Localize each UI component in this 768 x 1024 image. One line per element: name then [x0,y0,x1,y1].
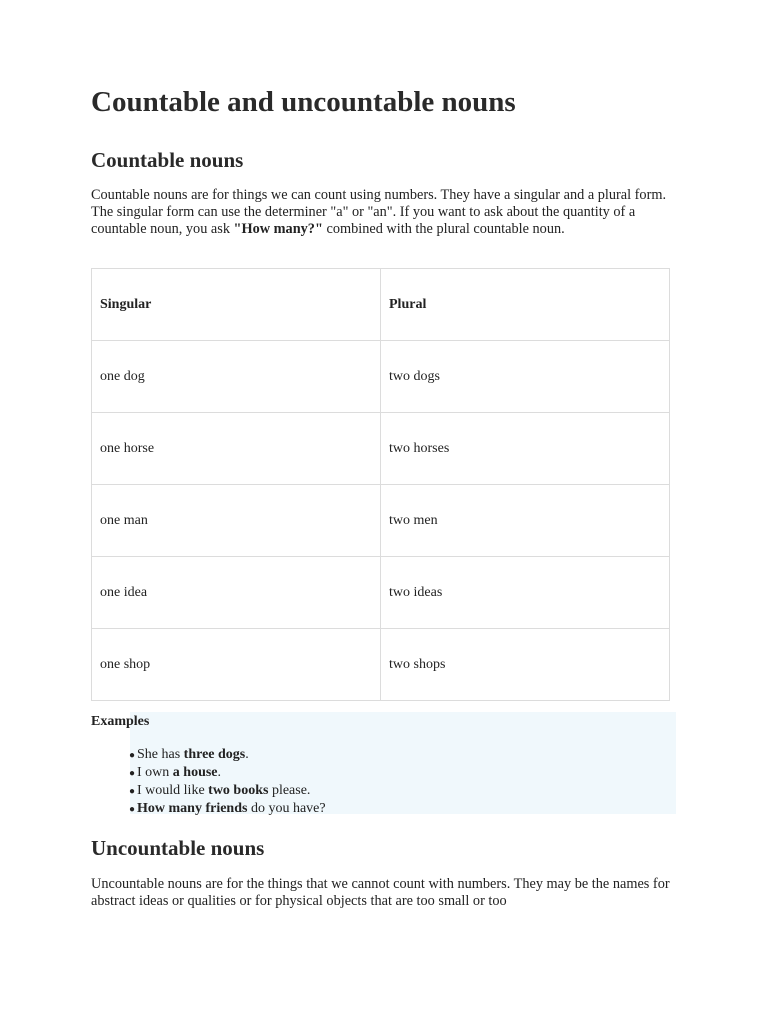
intro-text-part-1: Countable nouns are for things we can count using numbers. They have a singular and a plural form. The singular form can use the determiner "a" or "an". If you want to ask about the quantity of a countable noun, you ask [91,187,667,237]
bullet-icon: ● [129,768,136,779]
example-text: She has [137,747,184,762]
example-emphasis: two books [208,783,269,798]
examples-list [129,746,326,818]
intro-text-part-2: combined with the plural countable noun. [322,220,565,237]
table-cell-singular: one man [92,485,381,557]
examples-label: Examples [91,714,150,729]
list-item [129,782,326,800]
example-text: please. [268,783,311,798]
table-cell-plural: two dogs [381,341,670,413]
table-header-plural: Plural [381,269,670,341]
page-title: Countable and uncountable nouns [91,86,516,118]
uncountable-nouns-intro: Uncountable nouns are for the things that we cannot count with numbers. They may be the names for abstract ideas or qualities or for physical objects that are too small or too [91,876,670,909]
table-cell-plural: two ideas [381,557,670,629]
bullet-icon: ● [129,750,136,761]
table-row [92,485,670,557]
bullet-icon: ● [129,804,136,815]
table-row [92,629,670,701]
table-cell-plural: two shops [381,629,670,701]
examples-box [91,712,676,814]
table-cell-singular: one shop [92,629,381,701]
table-header-singular: Singular [92,269,381,341]
table-row [92,557,670,629]
table-cell-singular: one horse [92,413,381,485]
table-header-row [92,269,670,341]
bullet-icon: ● [129,786,136,797]
table-row [92,413,670,485]
table-row [92,341,670,413]
example-text: do you have? [247,801,326,816]
example-text: I would like [137,783,209,798]
example-text: I own [137,765,173,780]
uncountable-nouns-heading: Uncountable nouns [91,836,265,860]
countable-nouns-heading: Countable nouns [91,148,244,172]
list-item [129,746,326,764]
table-cell-singular: one idea [92,557,381,629]
singular-plural-table [91,268,670,701]
example-emphasis: How many friends [137,801,248,816]
intro-how-many-emphasis: "How many?" [233,220,323,237]
list-item [129,764,326,782]
example-emphasis: a house [172,765,218,780]
example-text: . [217,765,222,780]
countable-nouns-intro [91,187,691,237]
example-emphasis: three dogs [183,747,246,762]
table-cell-singular: one dog [92,341,381,413]
table-cell-plural: two men [381,485,670,557]
table-cell-plural: two horses [381,413,670,485]
example-text: . [245,747,249,762]
list-item [129,800,326,818]
